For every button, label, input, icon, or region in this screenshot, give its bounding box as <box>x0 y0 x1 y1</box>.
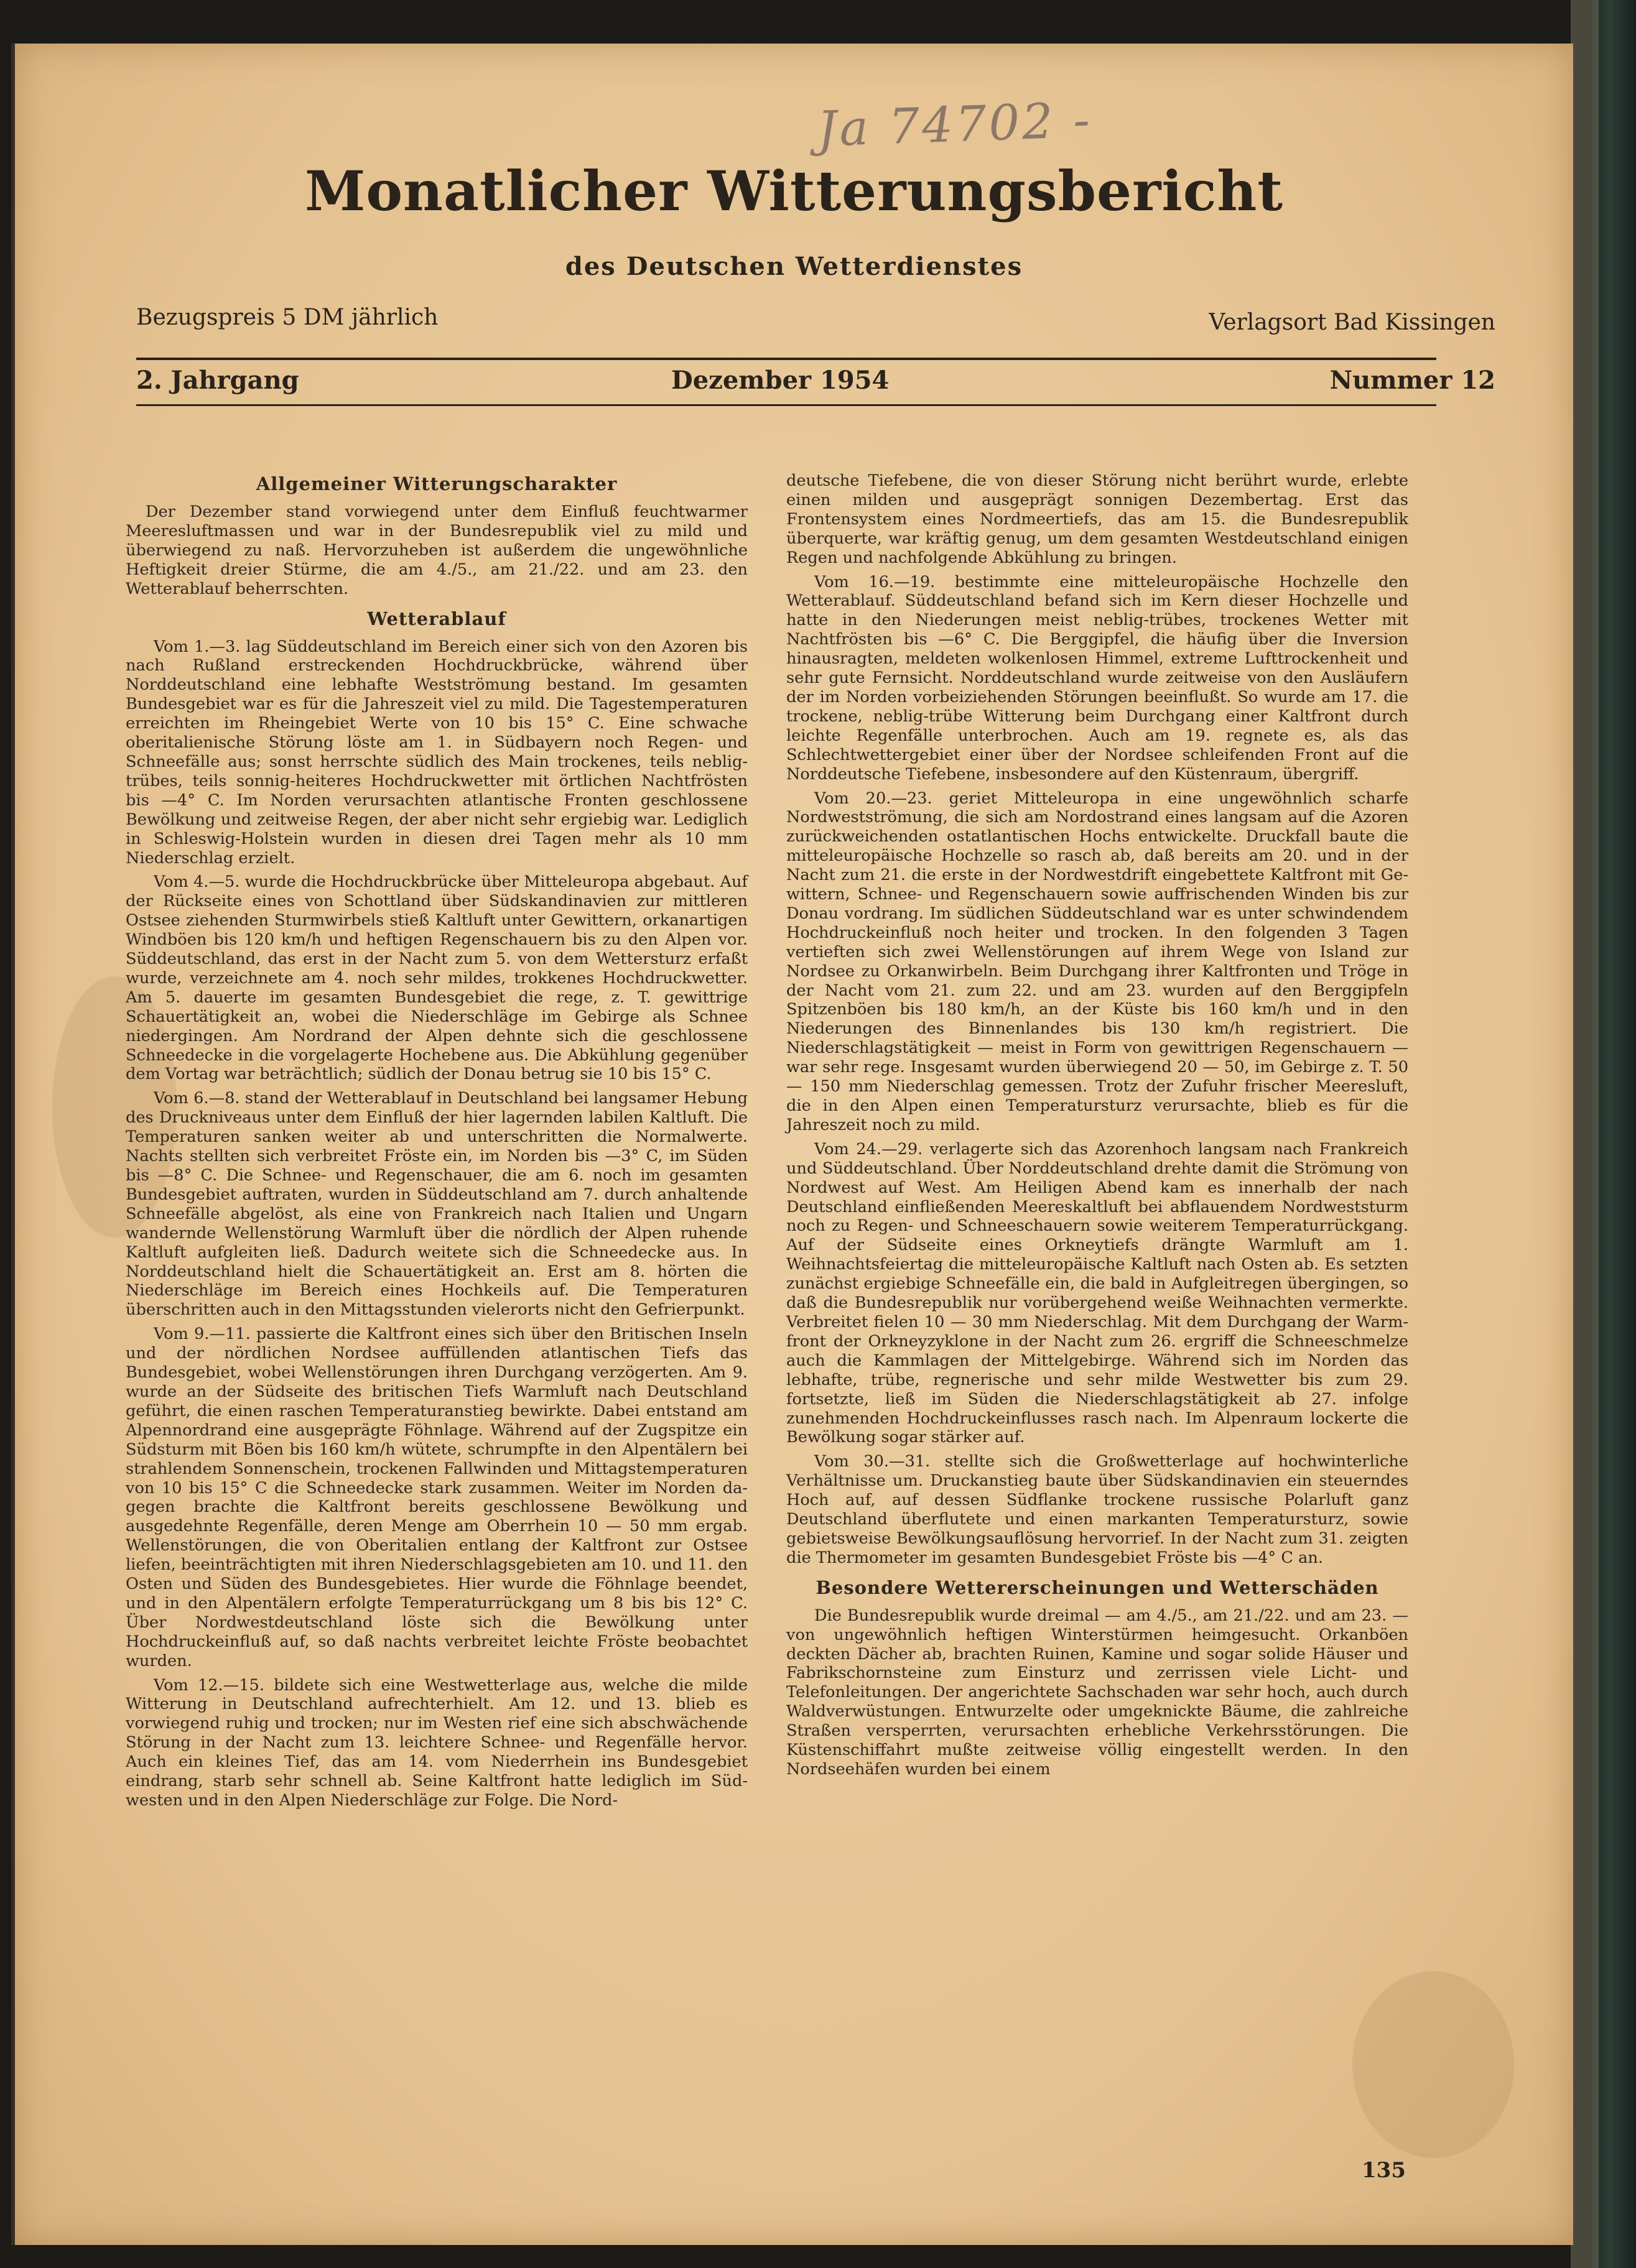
paragraph: Vom 12.—15. bildete sich eine Westwetterlage aus, welche die milde Witterung in Deutschland aufrechterhielt. Am 12. und 13. blieb es vorwiegend ruhig und trocken; nur im Westen rief eine sich abschwächende Störung in der Nacht zum 13. leichtere Schnee- und Regenfälle hervor. Auch ein kleines Tief, das am 14. vom Niederrhein ins Bundesgebiet eindrang, starb sehr schnell ab. Seine Kaltfront hatte lediglich im Südwesten und in den Alpen Niederschläge zur Folge. Die Nord- <box>126 1675 748 1810</box>
heading-general-character: Allgemeiner Witterungscharakter <box>256 473 618 494</box>
volume-label: 2. Jahrgang <box>136 366 299 395</box>
paper-stain <box>1352 1971 1514 2158</box>
paragraph: Vom 4.—5. wurde die Hochdruckbrücke über Mitteleuropa abgebaut. Auf der Rückseite eines von Schottland über Südskandinavien zur mittleren Ostsee ziehenden Sturmwirbels stieß Kaltluft unter Gewittern, orkanartigen Windböen bis 120 km/h und heftigen Regenschauern bis zu den Alpen vor. Süddeutschland, das erst in der Nacht zum 5. von dem Wettersturz erfaßt wurde, verzeichnete am 4. noch sehr mildes, trokkenes Hochdruckwetter. Am 5. dauerte im gesamten Bundesgebiet die rege, z. T. gewittrige Schauertätigkeit an, wobei die Niederschläge im Gebirge als Schnee niedergingen. Am Nordrand der Alpen dehnte sich die geschlossene Schneedecke in die vorgelagerte Hochebene aus. Die Abkühlung gegenüber dem Vortag war beträchtlich; südlich der Donau betrug sie 10 bis 15° C. <box>126 872 748 1084</box>
document-page <box>11 44 1573 2245</box>
left-column <box>126 473 748 1815</box>
paragraph-general: Der Dezember stand vorwiegend unter dem Einfluß feuchtwarmer Meeresluftmassen und war in der Bundesrepublik viel zu mild und überwiegend zu naß. Hervorzuheben ist außerdem die ungewöhnliche Heftigkeit dreier Stürme, die am 4./5., am 21./22. und am 23. den Wetterablauf beherrschten. <box>126 502 748 598</box>
paragraph: Vom 9.—11. passierte die Kaltfront eines sich über den Britischen Inseln und der nördlichen Nordsee auffüllenden atlantischen Tiefs das Bundesgebiet, wobei Wellenstörungen ihren Durchgang verzögerten. Am 9. wurde an der Südseite des britischen Tiefs Warmluft nach Deutschland geführt, die einen raschen Temperaturanstieg bewirkte. Dabei entstand am Alpennordrand eine ausgeprägte Föhnlage. Während auf der Zugspitze ein Südsturm mit Böen bis 160 km/h wütete, schrumpfte in den Alpentälern bei strahlendem Sonnenschein, trockenen Fallwinden und Mittagstemperaturen von 10 bis 15° C die Schneedecke stark zusammen. Weiter im Norden dagegen brachte die Kaltfront bereits geschlossene Bewölkung und ausgedehnte Regenfälle, deren Menge am Oberrhein 10 — 50 mm ergab. Wellenstörungen, die von Oberitalien entlang der Kaltfront zur Ostsee liefen, beeinträchtigten mit ihren Niederschlagsgebieten am 10. und 11. den Osten und Süden des Bundesgebietes. Hier wurde die Föhnlage beendet, und in den Alpentälern erfolgte Temperaturrückgang um 8 bis bis 12° C. Über Nordwestdeutschland löste sich die Bewölkung unter Hochdruckeinfluß auf, so daß nachts verbreitet leichte Fröste beobachtet wurden. <box>126 1325 748 1670</box>
right-column <box>786 471 1408 1784</box>
page-subtitle: des Deutschen Wetterdienstes <box>565 252 1023 281</box>
paragraph: Vom 30.—31. stellte sich die Großwetterlage auf hochwinterliche Verhältnisse um. Druckanstieg baute über Südskandinavien ein steuerndes Hoch auf, auf dessen Südflanke trockene russische Polarluft ganz Deutschland überflutete und einen markanten Temperatursturz, sowie gebietsweise Bewölkungsauflösung hervorrief. In der Nacht zum 31. zeigten die Thermometer im gesamten Bundesgebiet Fröste bis —4° C an. <box>786 1452 1408 1567</box>
handwritten-note: Ja 74702 - <box>816 92 1094 158</box>
heading-weather-course: Wetterablauf <box>367 608 506 629</box>
paragraph: Vom 1.—3. lag Süddeutschland im Bereich einer sich von den Azoren bis nach Rußland erstreckenden Hochdruckbrücke, während über Norddeutschland eine lebhafte Westströmung bestand. Im gesamten Bundesgebiet war es für die Jahreszeit viel zu mild. Die Tagestemperaturen erreichten im Rheingebiet Werte von 10 bis 15° C. Eine schwache oberitalienische Störung löste am 1. in Südbayern noch Regen- und Schneefälle aus; sonst herrschte südlich des Main trockenes, teils neblig-trübes, teils sonnig-heiteres Hochdruckwetter mit örtlichen Nachtfrösten bis —4° C. Im Norden verursachten atlantische Fronten geschlossene Bewölkung und zeitweise Regen, der aber nicht sehr ergiebig war. Lediglich in Schleswig-Holstein wurden in diesen drei Tagen mehr als 10 mm Niederschlag erzielt. <box>126 637 748 868</box>
header-rule-top <box>136 358 1436 360</box>
page-number: 135 <box>1362 2158 1406 2183</box>
paragraph: deutsche Tiefebene, die von dieser Störung nicht berührt wurde, erlebte einen milden und ausgeprägt sonnigen Dezembertag. Erst das Frontensystem eines Nordmeertiefs, das am 15. die Bundesrepublik überquerte, war kräftig genug, um dem gesamten Westdeutschland einigen Regen und nachfolgende Abkühlung zu bringen. <box>786 471 1408 567</box>
subscription-price: Bezugspreis 5 DM jährlich <box>136 305 439 330</box>
paragraph: Vom 16.—19. bestimmte eine mitteleuropäische Hochzelle den Wetterablauf. Süddeutschland befand sich im Kern dieser Hochzelle und hatte in den Niederungen meist neblig-trübes, trockenes Wetter mit Nachtfrösten bis —6° C. Die Berggipfel, die häufig über die Inversion hinausragten, meldeten wolkenlosen Himmel, extreme Lufttrockenheit und sehr gute Fernsicht. Norddeutschland wurde zeitweise von den Ausläufern der im Norden vorbeiziehenden Störungen beeinflußt. So wurde am 17. die trockene, neblig-trübe Witterung beim Durchgang einer Kaltfront durch leichte Regenfälle unterbrochen. Auch am 19. regnete es, als das Schlechtwettergebiet einer über der Nordsee schleifenden Front auf die Norddeutsche Tiefebene, insbesondere auf den Küstenraum, übergriff. <box>786 572 1408 784</box>
spine-tape <box>1571 0 1599 2268</box>
heading-special-phenomena: Besondere Wettererscheinungen und Wetterschäden <box>816 1576 1379 1598</box>
issue-date: Dezember 1954 <box>671 366 890 395</box>
paragraph: Die Bundesrepublik wurde dreimal — am 4./5., am 21./22. und am 23. — von ungewöhnlich heftigen Winterstürmen heimgesucht. Orkanböen deckten Dächer ab, brachten Ruinen, Kamine und sogar solide Häuser und Fabrikschornsteine zum Einsturz und zerrissen viele Licht- und Telefonleitungen. Der angerichtete Sachschaden war sehr hoch, auch durch Waldverwüstungen. Entwurzelte oder umgeknickte Bäume, die zahlreiche Straßen versperrten, verursachten erhebliche Verkehrsstörungen. Die Küstenschiffahrt mußte zeitweise völlig eingestellt werden. In den Nordseehäfen wurden bei einem <box>786 1606 1408 1779</box>
paragraph: Vom 6.—8. stand der Wetterablauf in Deutschland bei langsamer Hebung des Druckniveaus unter dem Einfluß der hier lagernden labilen Kaltluft. Die Temperaturen sanken weiter ab und unterschritten die Normalwerte. Nachts stellten sich verbreitet Fröste ein, im Norden bis —3° C, im Süden bis —8° C. Die Schnee- und Regenschauer, die am 6. noch im gesamten Bundesgebiet auftraten, wurden in Süddeutschland am 7. durch anhaltende Schneefälle abgelöst, als eine von Frankreich nach Italien und Ungarn wandernde Wellenstörung Warmluft über die nördlich der Alpen ruhende Kaltluft aufgleiten ließ. Dadurch weitete sich die Schneedecke aus. In Norddeutschland hielt die Schauertätigkeit an. Erst am 8. hörten die Niederschläge im Bereich eines Hochkeils auf. Die Temperaturen überschritten auch in den Mittagsstunden vielerorts nicht den Gefrierpunkt. <box>126 1089 748 1320</box>
book-binding <box>1592 0 1636 2268</box>
publisher-place: Verlagsort Bad Kissingen <box>1209 310 1495 335</box>
paragraph: Vom 24.—29. verlagerte sich das Azorenhoch langsam nach Frankreich und Süddeutschland. Über Norddeutschland drehte damit die Strömung von Nordwest auf West. Am Heiligen Abend kam es innerhalb der nach Deutschland einfließenden Meereskaltluft bei abflauendem Nordweststurm noch zu Regen- und Schneeschauern sowie weiterem Temperaturrückgang. Auf der Südseite eines Orkneytiefs drängte Warmluft am 1. Weihnachtsfeiertag die mitteleuropäische Kaltluft nach Osten ab. Es setzten zunächst ergiebige Schneefälle ein, die bald in Aufgleitregen übergingen, so daß die Bundesrepublik nur vorübergehend weiße Weihnachten vermerkte. Verbreitet fielen 10 — 30 mm Niederschlag. Mit dem Durchgang der Warmfront der Orkneyzyklone in der Nacht zum 26. ergriff die Schneeschmelze auch die Kammlagen der Mittelgebirge. Während sich im Norden das lebhafte, trübe, regnerische und sehr milde Westwetter bis zum 29. fortsetzte, ließ im Süden die Niederschlagstätigkeit ab 27. infolge zunehmenden Hochdruckeinflusses rasch nach. Im Alpenraum lockerte die Bewölkung sogar stärker auf. <box>786 1139 1408 1447</box>
paragraph: Vom 20.—23. geriet Mitteleuropa in eine ungewöhnlich scharfe Nordwestströmung, die sich am Nordostrand eines langsam auf die Azoren zurückweichenden ostatlantischen Hochs entwickelte. Druckfall baute die mitteleuropäische Hochzelle so rasch ab, daß bereits am 20. und in der Nacht zum 21. die erste in der Nordwestdrift eingebettete Kaltfront mit Gewittern, Schnee- und Regenschauern sowie auffrischenden Winden bis zur Donau vordrang. Im südlichen Süddeutschland war es unter schwindendem Hochdruckeinfluß noch heiter und trocken. In den folgenden 3 Tagen vertieften sich zwei Wellenstörungen auf ihrem Wege von Island zur Nordsee zu Orkanwirbeln. Beim Durchgang ihrer Kaltfronten und Tröge in der Nacht vom 21. zum 22. und am 23. wurden auf den Berggipfeln Spitzenböen bis 180 km/h, an der Küste bis 160 km/h und in den Niederungen des Binnenlandes bis 130 km/h registriert. Die Niederschlagstätigkeit — meist in Form von gewittrigen Regenschauern — war sehr rege. Insgesamt wurden überwiegend 20 — 50, im Gebirge z. T. 50 — 150 mm Niederschlag gemessen. Trotz der Zufuhr frischer Meeresluft, die in den Alpen einen Temperatursturz verursachte, blieb es für die Jahreszeit noch zu mild. <box>786 789 1408 1134</box>
issue-number: Nummer 12 <box>1329 366 1495 395</box>
header-rule-bottom <box>136 404 1436 406</box>
page-title: Monatlicher Witterungsbericht <box>304 159 1284 223</box>
